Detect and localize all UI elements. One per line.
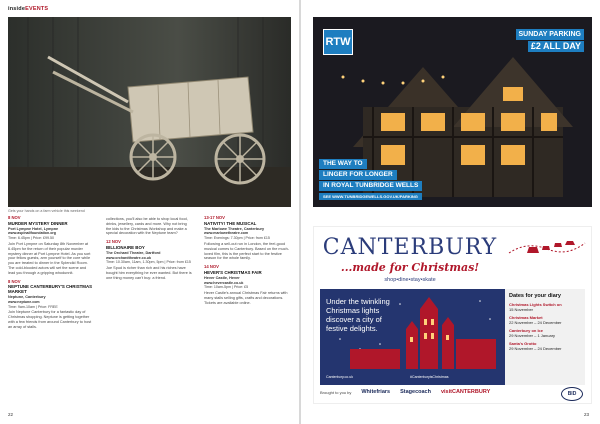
strap-line: IN ROYAL TUNBRIDGE WELLS (319, 181, 422, 191)
dates-panel-title: Dates for your diary (509, 293, 561, 299)
event-venue: Neptune, Canterbury (8, 294, 46, 299)
sponsor-label: Brought to you by (320, 389, 352, 395)
diary-event-name: Christmas Market (509, 315, 543, 320)
section-header-name: EVENTS (25, 6, 49, 12)
event-website: www.orchardtheatre.co.uk (106, 255, 151, 260)
event-title: HEVER'S CHRISTMAS FAIR (204, 269, 262, 275)
rtw-logo: RTW (323, 29, 353, 55)
event-venue: Port Lympne Hotel, Lympne (8, 226, 59, 231)
event-entry (106, 217, 192, 236)
tunbridge-wells-parking-ad[interactable] (313, 17, 592, 207)
feature-photo-cart (8, 17, 291, 207)
canterbury-title: CANTERBURY (322, 235, 498, 260)
bid-logo: BID (561, 387, 583, 401)
event-website: www.neptune.com (8, 299, 40, 304)
diary-event-when: 15 November (509, 307, 534, 312)
stagecoach-logo: Stagecoach (400, 389, 431, 395)
canterbury-cathedral-scene (320, 289, 506, 385)
event-date: 14 NOV (204, 264, 219, 270)
sunday-parking-line1: SUNDAY PARKING (516, 29, 585, 40)
strap-line: LINGER FOR LONGER (319, 170, 397, 180)
event-title: NEPTUNE CANTERBURY'S CHRISTMAS MARKET (8, 284, 93, 295)
rtw-parking-link[interactable]: SEE WWW.TUNBRIDGEWELLS.GOV.UK/PARKING (319, 193, 422, 200)
reindeer-sleigh-icon (507, 233, 587, 263)
event-date: 12 NOV (106, 239, 121, 245)
sponsor-footer (320, 389, 490, 395)
events-column-3 (204, 216, 290, 310)
page-gutter (299, 0, 301, 424)
diary-date-item (509, 315, 581, 325)
event-time-price: Time: Evenings: 7.30pm | Price: from £15 (204, 236, 270, 241)
diary-date-item (509, 341, 581, 351)
whitefriars-logo: Whitefriars (361, 389, 391, 395)
diary-event-name: Canterbury on Ice (509, 328, 544, 333)
rtw-strapline (319, 159, 422, 192)
event-title: MURDER MYSTERY DINNER (8, 220, 68, 226)
event-venue: The Orchard Theatre, Dartford (106, 250, 161, 255)
section-header (8, 6, 48, 12)
event-entry (204, 216, 290, 261)
event-description: Hever Castle's annual Christmas Fair returns with many stalls selling gifts, crafts and decorations. Tickets are available online. (204, 291, 288, 305)
event-description: collections, you'll also be able to shop local food, drinks, jewellery, cards and more. Why not bring the kids to the Christmas Workshop and make a special decoration with the Neptune team? (106, 217, 188, 236)
diary-event-name: Santa's Grotto (509, 341, 537, 346)
event-description: Following a sell-out run in London, the feel-good musical comes to Canterbury. Based on the much-loved film, this is the perfect start to the festive season for the whole family. (204, 241, 289, 261)
diary-event-name: Christmas Lights Switch on (509, 302, 562, 307)
visit-canterbury-logo: visitCANTERBURY (440, 389, 491, 395)
diary-date-item (509, 328, 581, 338)
event-time-price: Time: 10am-5pm | Price: £5 (204, 285, 249, 290)
event-website: www.hevercastle.co.uk (204, 280, 244, 285)
event-time-price: Time: 6.45pm | Price: £99.50 (8, 236, 54, 241)
event-date: 8 NOV (8, 215, 21, 220)
event-time-price: Time: 10.30am, 11am, 1.30pm, 5pm | Price: from £15 (106, 260, 191, 265)
event-website: www.marlowetheatre.com (204, 231, 249, 236)
event-date: 13-17 NOV (204, 215, 225, 220)
canterbury-scene-text: Under the twinkling Christmas lights discover a city of festive delights. (326, 297, 390, 333)
event-description: Join Port Lympne on Saturday 8th November at 6.45pm for the return of their popular murder mystery dinner at Port Lympne Hotel. As you sort your fellow guests, arm yourself to the core while you are treated to dinner in the Splendid Room. The cold-blooded actors will set the scene and lead you through a gripping whodunnit. (8, 241, 91, 275)
event-entry (8, 216, 94, 276)
event-title: BILLIONAIRE BOY (106, 244, 145, 250)
canterbury-website-link[interactable]: Canterbury.co.uk (326, 375, 354, 379)
event-venue: The Marlowe Theatre, Canterbury (204, 226, 265, 231)
left-page-number: 22 (8, 412, 14, 417)
event-description: Joe Spud is richer than rich and his riches have bought him everything he ever wanted. But there is one thing money can't buy: a friend. (106, 266, 192, 280)
events-column-2 (106, 216, 192, 285)
diary-event-when: 22 November – 24 December (509, 320, 562, 325)
sunday-parking-banner (516, 29, 585, 52)
event-venue: Hever Castle, Hever (204, 275, 240, 280)
canterbury-tagline: shop•dine•stay•skate (384, 277, 436, 283)
event-website: www.aspinallfoundation.org (8, 231, 56, 236)
canterbury-christmas-ad[interactable] (313, 226, 592, 404)
event-date: 8 NOV (8, 278, 21, 284)
canterbury-subtitle: ...made for Christmas! (340, 261, 480, 274)
event-time-price: Time: 9am-10am | Price: FREE (8, 304, 58, 309)
strap-line: THE WAY TO (319, 159, 367, 169)
event-entry (8, 280, 94, 330)
event-entry (106, 240, 192, 280)
event-title: NATIVITY! THE MUSICAL (204, 220, 257, 226)
photo-caption: Gets your hands on a farm vehicle this weekend (8, 209, 85, 213)
dates-for-diary-panel (505, 289, 585, 385)
cart-illustration (8, 17, 291, 207)
sunday-parking-price: £2 ALL DAY (528, 41, 584, 52)
event-entry (204, 265, 290, 305)
diary-date-item (509, 302, 581, 312)
event-description: Join Neptune Canterbury for a fantastic day of Christmas shopping. Neptune is getting together with a few friends from around Canterbury to host an array of stalls. (8, 310, 92, 329)
diary-event-when: 29 November – 1 January (509, 333, 556, 338)
right-page-number: 23 (584, 412, 590, 417)
canterbury-hashtag: #CanterburyisChristmas (410, 375, 449, 379)
events-column-1 (8, 216, 94, 334)
diary-event-when: 29 November – 24 December (509, 346, 562, 351)
section-header-prefix: inside (8, 6, 26, 12)
